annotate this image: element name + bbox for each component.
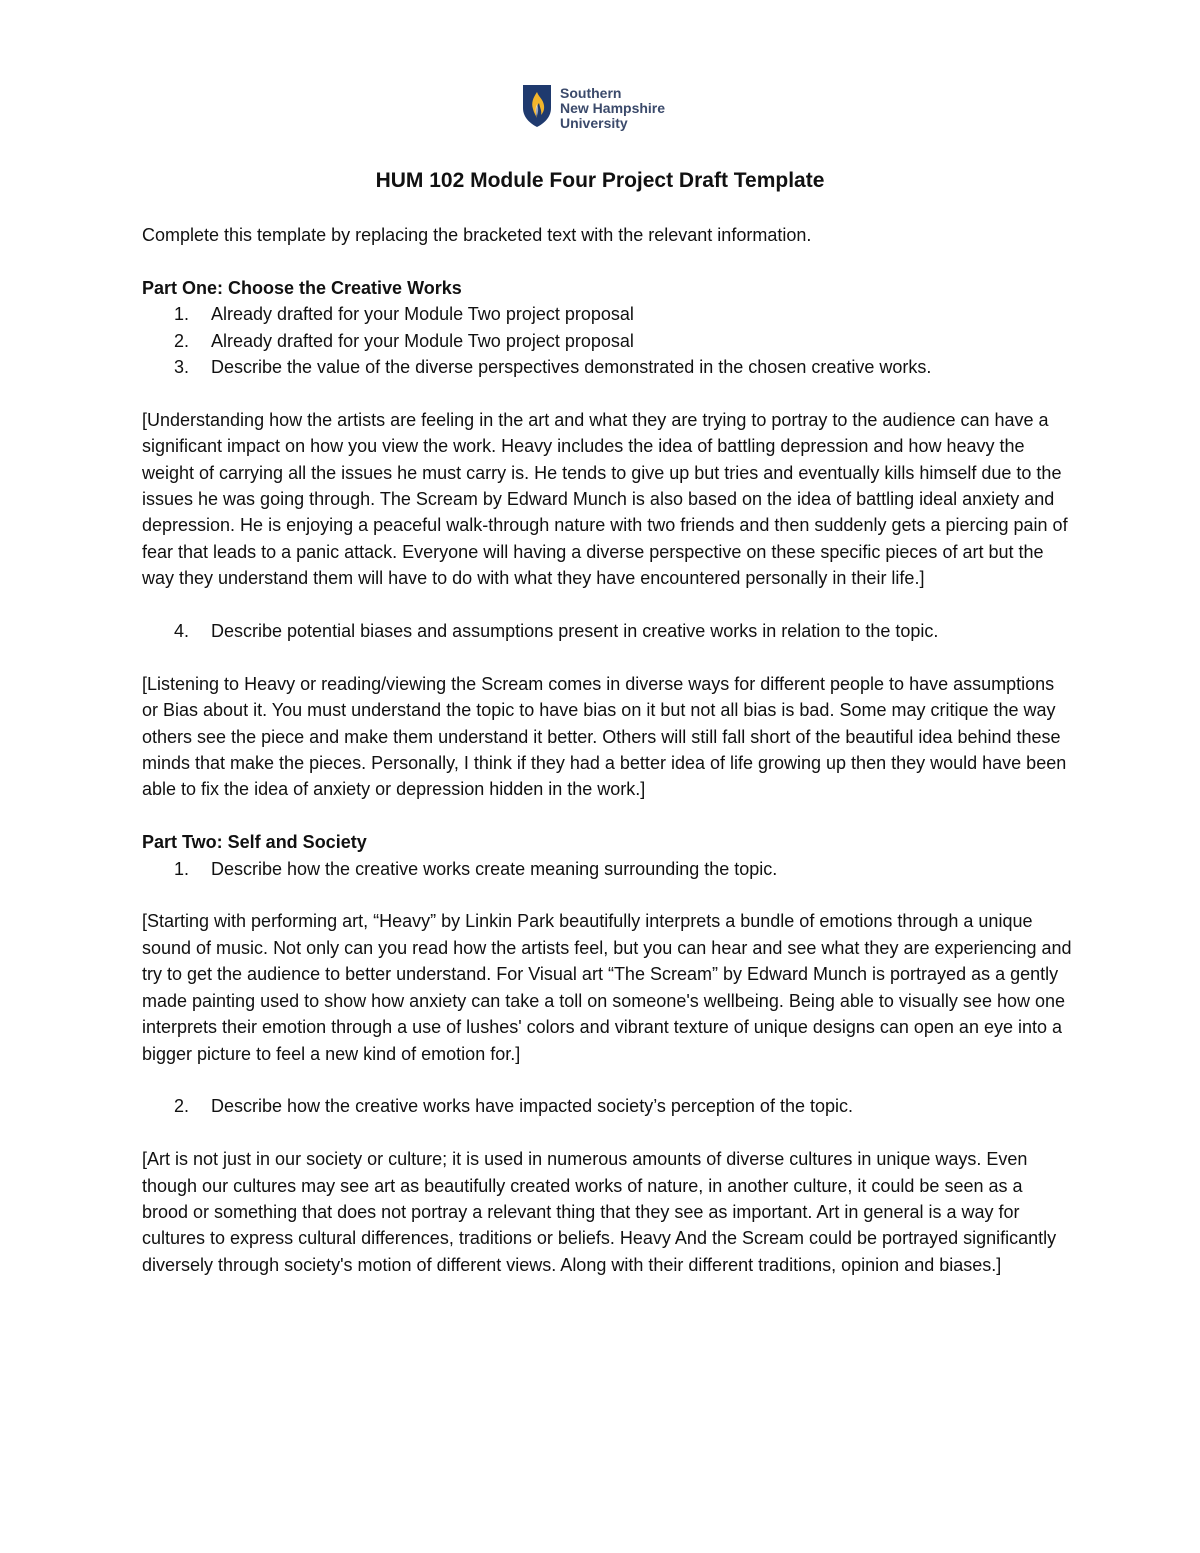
part-two-heading: Part Two: Self and Society xyxy=(142,832,367,853)
logo-line-new-hampshire: New Hampshire xyxy=(560,100,666,116)
list-item-number: 4. xyxy=(174,621,190,642)
answer-paragraph-part-two-2: [Art is not just in our society or culture; it is used in numerous amounts of diverse cultures in unique ways. Even though our cultures may see art as beautifully created works of nature, in another culture, it could be seen as a brood or something that does not portray a relevant thing that they see as important. Art in general is a way for cultures to express cultural differences, traditions or beliefs. Heavy And the Scream could be portrayed significantly diversely through society's motion of different views. Along with their different traditions, opinion and biases.] xyxy=(142,1149,1057,1275)
part-one-heading: Part One: Choose the Creative Works xyxy=(142,277,462,298)
part-two-list xyxy=(142,856,1072,882)
logo-wordmark xyxy=(560,86,665,131)
logo-line-southern: Southern xyxy=(560,85,622,101)
flame-shield-icon xyxy=(522,84,552,128)
list-item-text: Describe how the creative works create meaning surrounding the topic. xyxy=(211,858,778,879)
list-item xyxy=(142,856,1072,882)
list-item xyxy=(142,1093,1072,1119)
answer-paragraph-part-two-1: [Starting with performing art, “Heavy” by Linkin Park beautifully interprets a bundle of emotions through a unique sound of music. Not only can you read how the artists feel, but you can hear and see what they are experiencing and try to get the audience to better understand. For Visual art “The Scream” by Edward Munch is portrayed as a gently made painting used to show how anxiety can take a toll on someone's wellbeing. Being able to visually see how one interprets their emotion through a use of lushes' colors and vibrant texture of unique designs can open an eye into a bigger picture to feel a new kind of emotion for.] xyxy=(142,911,1072,1064)
part-two-list-continued xyxy=(142,1093,1072,1119)
list-item-text: Already drafted for your Module Two project proposal xyxy=(211,304,634,325)
list-item-text: Already drafted for your Module Two project proposal xyxy=(211,330,634,351)
list-item xyxy=(142,301,1072,327)
list-item xyxy=(142,328,1072,354)
list-item-text: Describe the value of the diverse perspectives demonstrated in the chosen creative works. xyxy=(211,357,932,378)
document-body xyxy=(142,222,1072,1278)
list-item-number: 2. xyxy=(174,1096,190,1117)
part-one-list-continued xyxy=(142,618,1072,644)
answer-paragraph-part-one-4: [Listening to Heavy or reading/viewing the Scream comes in diverse ways for different people to have assumptions or Bias about it. You must understand the topic to have bias on it but not all bias is bad. Some may critique the way others see the piece and make them understand it better. Others will still fall short of the beautiful idea behind these minds that make the pieces. Personally, I think if they had a better idea of life growing up then they would have been able to fix the idea of anxiety or depression hidden in the work.] xyxy=(142,673,1067,800)
list-item-text: Describe how the creative works have impacted society’s perception of the topic. xyxy=(211,1096,853,1117)
list-item-number: 3. xyxy=(174,357,190,378)
list-item-text: Describe potential biases and assumptions present in creative works in relation to the topic. xyxy=(211,621,939,642)
part-one-list xyxy=(142,301,1072,380)
list-item-number: 1. xyxy=(174,304,190,325)
list-item xyxy=(142,354,1072,380)
intro-text: Complete this template by replacing the bracketed text with the relevant information. xyxy=(142,225,812,245)
list-item xyxy=(142,618,1072,644)
university-logo xyxy=(522,84,692,136)
document-title: HUM 102 Module Four Project Draft Template xyxy=(375,169,825,192)
list-item-number: 1. xyxy=(174,858,190,879)
logo-line-university: University xyxy=(560,115,628,131)
list-item-number: 2. xyxy=(174,330,190,351)
answer-paragraph-part-one-3: [Understanding how the artists are feeling in the art and what they are trying to portray to the audience can have a significant impact on how you view the work. Heavy includes the idea of battling depression and how heavy the weight of carrying all the issues he must carry is. He tends to give up but tries and eventually kills himself due to the issues he was going through. The Scream by Edward Munch is also based on the idea of battling ideal anxiety and depression. He is enjoying a peaceful walk-through nature with two friends and then suddenly gets a piercing pain of fear that leads to a panic attack. Everyone will having a diverse perspective on these specific pieces of art but the way they understand them will have to do with what they have encountered personally in their life.] xyxy=(142,409,1068,589)
